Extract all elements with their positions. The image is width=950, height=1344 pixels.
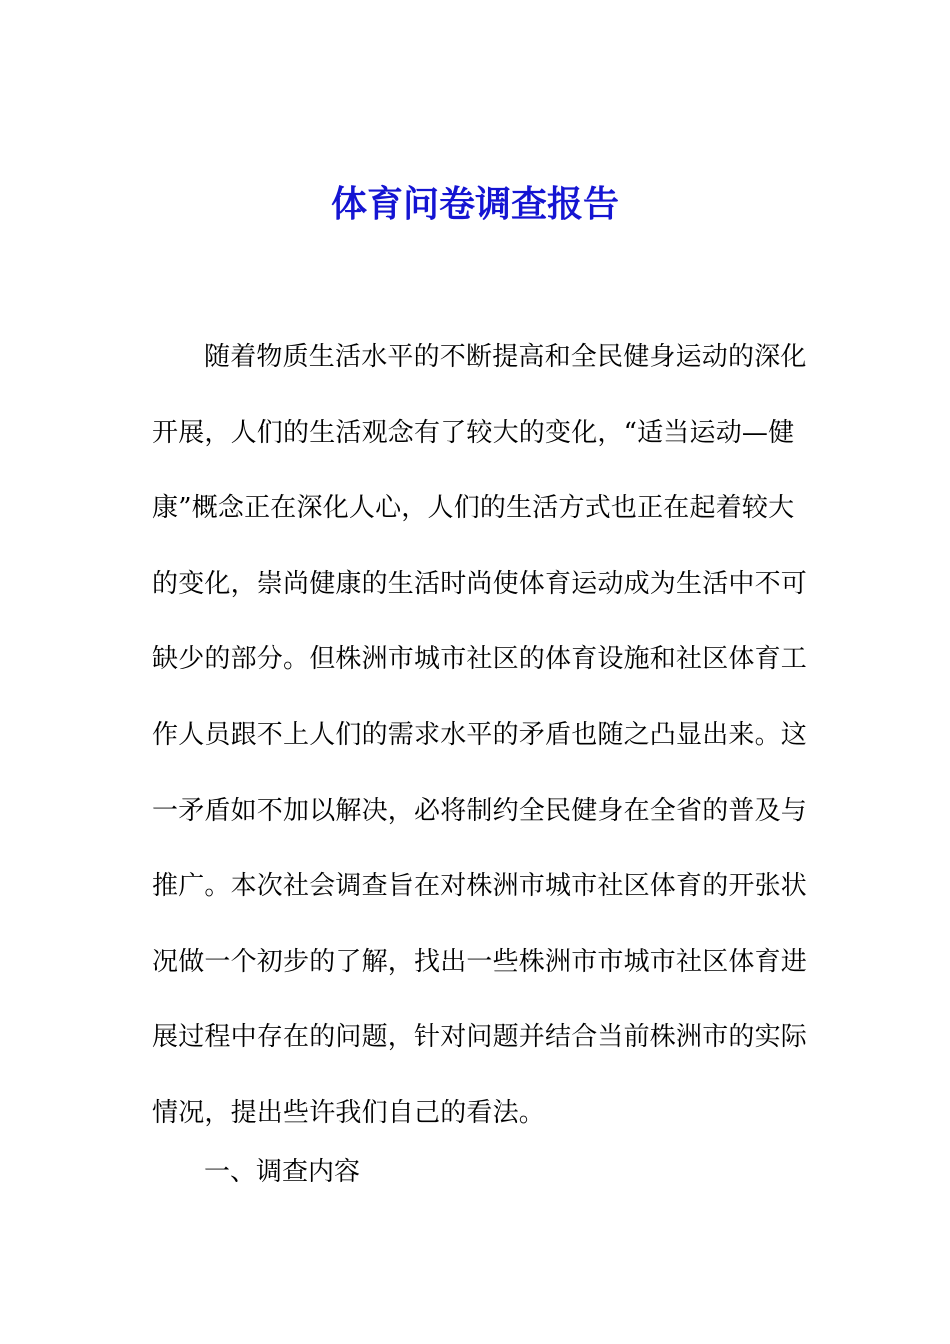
- paragraph-line: 缺少的部分。但株洲市城市社区的体育设施和社区体育工: [152, 644, 808, 675]
- document-title: 体育问卷调查报告: [330, 183, 619, 225]
- paragraph-line: 康”概念正在深化人心，人们的生活方式也正在起着较大: [152, 493, 795, 524]
- paragraph-line: 开展，人们的生活观念有了较大的变化，“适当运动—健: [152, 417, 795, 448]
- paragraph-line: 推广。本次社会调查旨在对株洲市城市社区体育的开张状: [152, 871, 808, 902]
- section-heading: 一、调查内容: [204, 1157, 361, 1187]
- intro-paragraph: [152, 320, 808, 1152]
- paragraph-line: 作人员跟不上人们的需求水平的矛盾也随之凸显出来。这: [152, 719, 808, 750]
- paragraph-line: 情况，提出些许我们自己的看法。: [152, 1097, 546, 1128]
- paragraph-line: 一矛盾如不加以解决，必将制约全民健身在全省的普及与: [152, 795, 808, 826]
- paragraph-line: 展过程中存在的问题，针对问题并结合当前株洲市的实际: [152, 1022, 808, 1053]
- paragraph-line: 随着物质生活水平的不断提高和全民健身运动的深化: [204, 342, 807, 372]
- paragraph-line: 的变化，崇尚健康的生活时尚使体育运动成为生活中不可: [152, 568, 808, 599]
- paragraph-line: 况做一个初步的了解，找出一些株洲市市城市社区体育进: [152, 946, 808, 977]
